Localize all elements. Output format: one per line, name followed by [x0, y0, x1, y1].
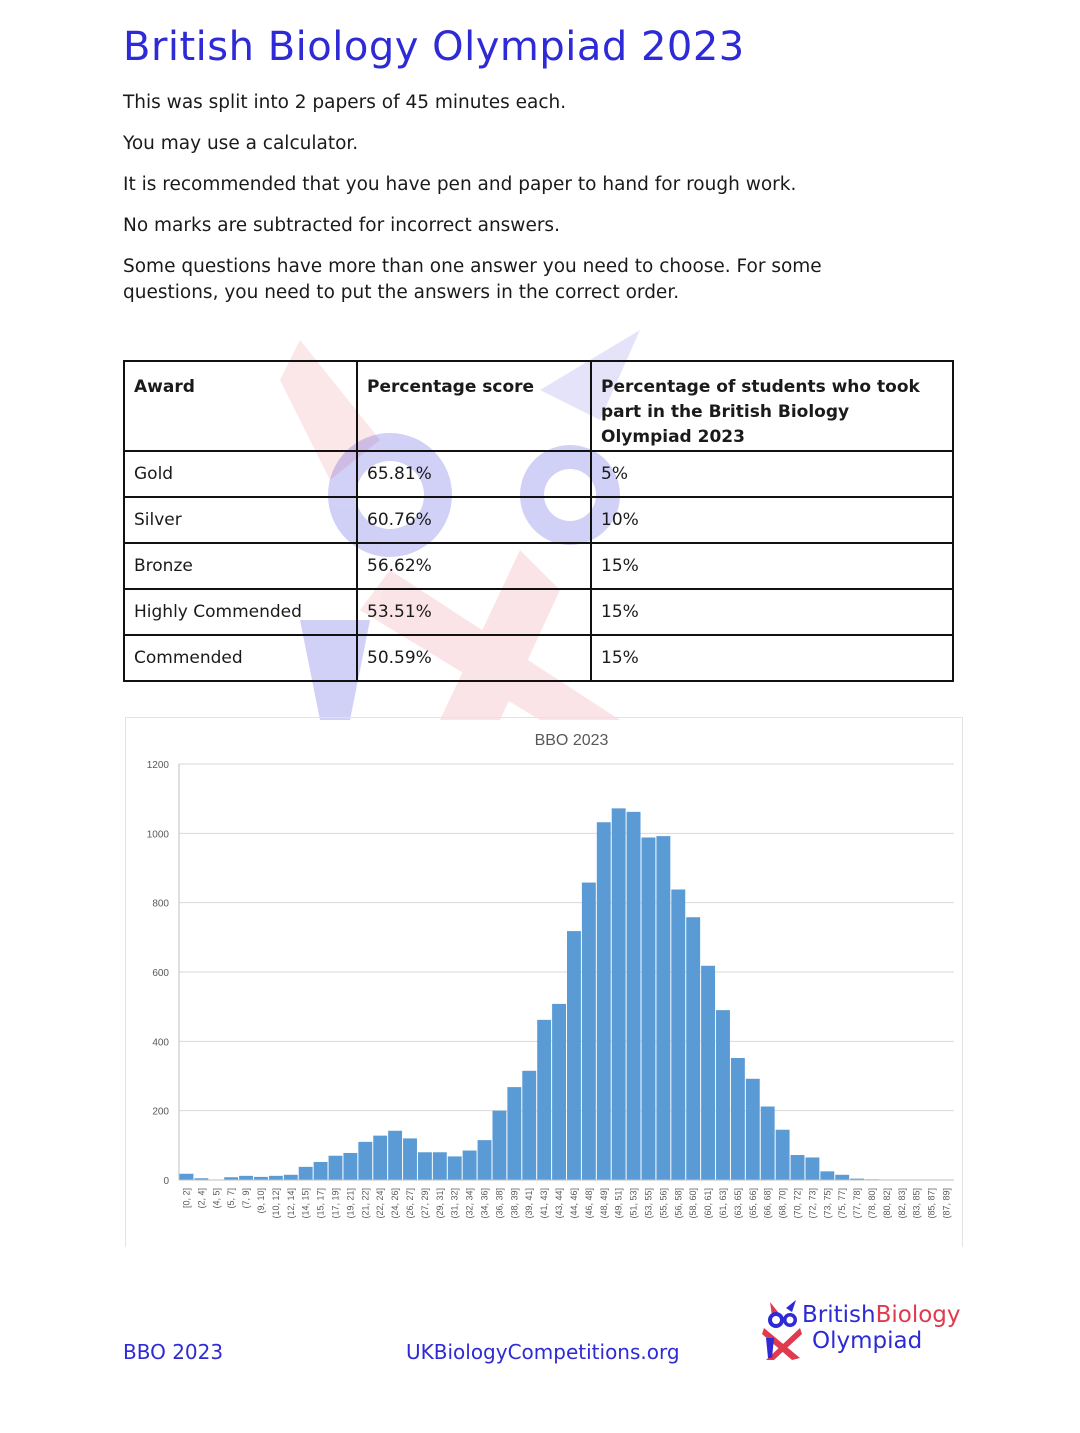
students-cell: 15%: [591, 543, 953, 589]
x-tick-label: (78, 80]: [867, 1188, 878, 1219]
histogram-bar: [671, 889, 685, 1180]
x-tick-label: (27, 29]: [419, 1188, 430, 1219]
histogram-bar: [284, 1175, 298, 1180]
histogram-bar: [686, 917, 700, 1180]
x-tick-label: (12, 14]: [285, 1188, 296, 1219]
histogram-bar: [373, 1136, 387, 1180]
logo-word-biology: Biology: [875, 1302, 961, 1328]
histogram-bar: [403, 1138, 417, 1180]
x-tick-label: (75, 77]: [837, 1188, 848, 1219]
histogram-bar: [180, 1174, 194, 1180]
histogram-bar: [239, 1176, 253, 1180]
histogram-bar: [746, 1079, 760, 1180]
x-tick-label: (44, 46]: [568, 1188, 579, 1219]
histogram-bar: [656, 836, 670, 1180]
x-tick-label: (46, 48]: [583, 1188, 594, 1219]
x-tick-label: (21, 22]: [360, 1188, 371, 1219]
histogram-bar: [314, 1162, 328, 1180]
x-tick-label: (10, 12]: [270, 1188, 281, 1219]
award-cell: Commended: [124, 635, 357, 681]
x-tick-label: (22, 24]: [375, 1188, 386, 1219]
logo-word-british: British: [802, 1302, 876, 1328]
footer-left: BBO 2023: [123, 1340, 224, 1364]
x-tick-label: (83, 85]: [911, 1188, 922, 1219]
x-tick-label: (41, 43]: [539, 1188, 550, 1219]
histogram-bar: [582, 883, 596, 1180]
chart-title: BBO 2023: [534, 732, 609, 749]
x-tick-label: (85, 87]: [926, 1188, 937, 1219]
intro-paragraph: This was split into 2 papers of 45 minutes each.: [123, 92, 567, 113]
score-cell: 56.62%: [357, 543, 591, 589]
x-tick-label: (51, 53]: [628, 1188, 639, 1219]
x-tick-label: (68, 70]: [777, 1188, 788, 1219]
column-header-percentage-students: Percentage of students who took part in the British Biology Olympiad 2023: [591, 361, 953, 451]
histogram-bar: [522, 1071, 536, 1180]
histogram-bar: [597, 822, 611, 1180]
x-tick-label: (82, 83]: [896, 1188, 907, 1219]
x-tick-label: (14, 15]: [300, 1188, 311, 1219]
histogram-bar: [358, 1142, 372, 1180]
y-tick-label: 1000: [146, 829, 169, 841]
y-tick-label: 800: [152, 898, 169, 910]
x-tick-label: (24, 26]: [390, 1188, 401, 1219]
intro-paragraph: You may use a calculator.: [123, 133, 359, 154]
x-tick-label: (72, 73]: [807, 1188, 818, 1219]
histogram-bar: [567, 931, 581, 1180]
score-cell: 50.59%: [357, 635, 591, 681]
x-tick-label: (2, 4]: [196, 1188, 207, 1209]
y-tick-label: 200: [152, 1106, 169, 1118]
x-tick-label: (77, 78]: [852, 1188, 863, 1219]
x-tick-label: (34, 36]: [479, 1188, 490, 1219]
x-tick-label: (58, 60]: [688, 1188, 699, 1219]
x-tick-label: (5, 7]: [226, 1188, 237, 1209]
x-tick-label: (4, 5]: [211, 1188, 222, 1209]
x-tick-label: (36, 38]: [494, 1188, 505, 1219]
x-tick-label: (65, 66]: [747, 1188, 758, 1219]
x-tick-label: (29, 31]: [434, 1188, 445, 1219]
x-tick-label: (7, 9]: [241, 1188, 252, 1209]
x-tick-label: (73, 75]: [822, 1188, 833, 1219]
award-cell: Bronze: [124, 543, 357, 589]
intro-paragraph: It is recommended that you have pen and paper to hand for rough work.: [123, 174, 797, 195]
x-tick-label: (60, 61]: [703, 1188, 714, 1219]
x-tick-label: (61, 63]: [717, 1188, 728, 1219]
x-tick-label: (48, 49]: [598, 1188, 609, 1219]
y-tick-label: 400: [152, 1037, 169, 1049]
histogram-bar: [731, 1058, 745, 1180]
histogram-bar: [537, 1020, 551, 1180]
x-tick-label: (26, 27]: [405, 1188, 416, 1219]
students-cell: 10%: [591, 497, 953, 543]
logo-text: [802, 1302, 961, 1354]
histogram-bar: [507, 1087, 521, 1180]
histogram-bar: [776, 1130, 790, 1180]
x-tick-label: (9, 10]: [255, 1188, 266, 1214]
x-tick-label: (55, 56]: [658, 1188, 669, 1219]
intro-paragraph: No marks are subtracted for incorrect answers.: [123, 215, 560, 236]
score-cell: 60.76%: [357, 497, 591, 543]
x-tick-label: (80, 82]: [881, 1188, 892, 1219]
x-tick-label: [0, 2]: [181, 1188, 192, 1209]
score-cell: 65.81%: [357, 451, 591, 497]
awards-table: [123, 360, 954, 682]
owl-flag-icon: [762, 1298, 802, 1360]
histogram-bar: [835, 1175, 849, 1180]
x-tick-label: (63, 65]: [732, 1188, 743, 1219]
chart-svg: [126, 718, 964, 1248]
students-cell: 5%: [591, 451, 953, 497]
x-tick-label: (87, 89]: [941, 1188, 952, 1219]
award-cell: Gold: [124, 451, 357, 497]
x-tick-label: (53, 55]: [643, 1188, 654, 1219]
score-distribution-chart: [125, 717, 963, 1247]
histogram-bar: [299, 1167, 313, 1180]
x-tick-label: (31, 32]: [449, 1188, 460, 1219]
table-row: [124, 543, 953, 589]
table-row: [124, 497, 953, 543]
histogram-bar: [761, 1107, 775, 1180]
histogram-bar: [478, 1140, 492, 1180]
x-tick-label: (19, 21]: [345, 1188, 356, 1219]
column-header-award: Award: [124, 361, 357, 451]
x-tick-label: (39, 41]: [524, 1188, 535, 1219]
x-tick-label: (56, 58]: [673, 1188, 684, 1219]
x-tick-label: (17, 19]: [330, 1188, 341, 1219]
y-tick-label: 1200: [146, 760, 169, 771]
x-tick-label: (32, 34]: [464, 1188, 475, 1219]
histogram-bar: [791, 1155, 805, 1180]
table-row: [124, 451, 953, 497]
histogram-bar: [805, 1157, 819, 1180]
x-tick-label: (38, 39]: [509, 1188, 520, 1219]
x-tick-label: (66, 68]: [762, 1188, 773, 1219]
histogram-bar: [433, 1152, 447, 1180]
histogram-bar: [269, 1176, 283, 1180]
histogram-bar: [820, 1171, 834, 1180]
histogram-bar: [492, 1111, 506, 1180]
table-row: [124, 635, 953, 681]
histogram-bar: [627, 812, 641, 1180]
award-cell: Silver: [124, 497, 357, 543]
histogram-bar: [552, 1004, 566, 1180]
column-header-percentage-score: Percentage score: [357, 361, 591, 451]
histogram-bar: [388, 1131, 402, 1180]
table-header-row: [124, 361, 953, 451]
score-cell: 53.51%: [357, 589, 591, 635]
x-tick-label: (43, 44]: [554, 1188, 565, 1219]
intro-paragraph: Some questions have more than one answer you need to choose. For some questions, you need to put the answers in the correct order.: [123, 256, 822, 303]
x-tick-label: (15, 17]: [315, 1188, 326, 1219]
histogram-bar: [701, 966, 715, 1180]
y-tick-label: 0: [163, 1176, 169, 1187]
x-tick-label: (70, 72]: [792, 1188, 803, 1219]
page-title: British Biology Olympiad 2023: [123, 24, 745, 70]
histogram-bar: [329, 1156, 343, 1180]
histogram-bar: [612, 808, 626, 1180]
footer-website-link[interactable]: UKBiologyCompetitions.org: [406, 1340, 680, 1364]
students-cell: 15%: [591, 589, 953, 635]
histogram-bar: [418, 1152, 432, 1180]
histogram-bar: [448, 1156, 462, 1180]
award-cell: Highly Commended: [124, 589, 357, 635]
histogram-bar: [716, 1010, 730, 1180]
y-tick-label: 600: [152, 968, 169, 979]
table-row: [124, 589, 953, 635]
students-cell: 15%: [591, 635, 953, 681]
logo-word-olympiad: Olympiad: [812, 1328, 923, 1354]
histogram-bar: [642, 837, 656, 1180]
x-tick-label: (49, 51]: [613, 1188, 624, 1219]
histogram-bar: [343, 1153, 357, 1180]
olympiad-logo: [762, 1298, 962, 1362]
histogram-bar: [463, 1151, 477, 1180]
